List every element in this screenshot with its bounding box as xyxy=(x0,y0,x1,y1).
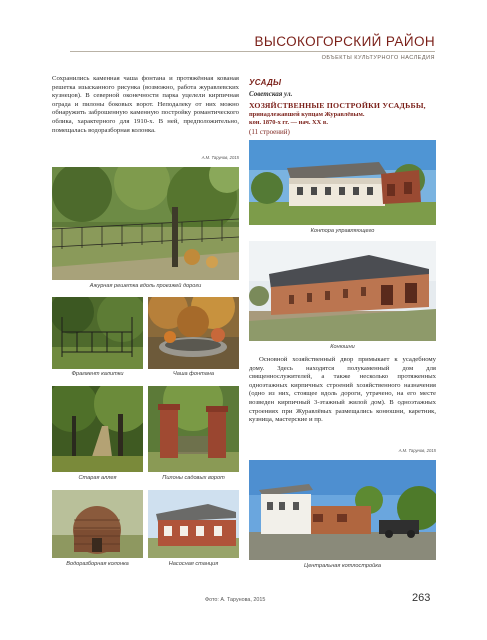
photo-gate-fragment xyxy=(52,297,143,369)
photo-boiler-house xyxy=(249,460,436,560)
caption-boiler-house: Центральная котлостройка xyxy=(304,563,381,569)
yard-paragraph xyxy=(249,356,436,425)
building-count: (11 строений) xyxy=(249,128,290,136)
photo-credit: Фото: А. Тарунова, 2015 xyxy=(205,597,266,603)
photo-pump-station xyxy=(148,490,239,558)
photo-stables xyxy=(249,241,436,341)
section-title: ВЫСОКОГОРСКИЙ РАЙОН xyxy=(254,34,435,49)
caption-gate-pylons: Пилоны садовых ворот xyxy=(162,475,225,481)
photo-fence xyxy=(52,167,239,280)
yard-signature: А.М. Тарунов, 2015 xyxy=(398,448,436,453)
caption-office: Контора управляющего xyxy=(310,228,375,234)
caption-fence: Ажурная решетка вдоль проезжей дороги xyxy=(89,283,202,289)
yard-paragraph-text: Основной хозяйственный двор примыкает к усадебному дому. Здесь находятся полукаменный дом для священнослужителей, а также несколько протяженных одноэтажных кирпичных строений хозяйственного назначения (одно из них, стоящее вдоль дороги, утрачено, на его месте возведен кирпичный 3-этажный жилой дом). В одноэтажных строениях при Журавлёвых размещались конюшни, каретник, кузница, мастерские и пр. xyxy=(249,356,436,424)
caption-fountain-bowl: Чаша фонтана xyxy=(172,371,214,377)
object-title: ХОЗЯЙСТВЕННЫЕ ПОСТРОЙКИ УСАДЬБЫ, xyxy=(249,101,426,110)
photo-office xyxy=(249,140,436,225)
section-subtitle: ОБЪЕКТЫ КУЛЬТУРНОГО НАСЛЕДИЯ xyxy=(321,55,435,61)
intro-paragraph-text: Сохранились каменная чаша фонтана и протяжённая кованая решетка изысканного рисунка (возможно, работа журавлевских кузнецов). В северной оконечности парка уцелели кирпичная ограда и пилоны боковых ворот. Неподалеку от них можно обнаружить заброшенную каменную постройку романтического облика, характерного для 1910-х. В ней, предположительно, помещалась водоразборная колонка. xyxy=(52,75,239,134)
page-number: 263 xyxy=(412,592,431,604)
village-heading: УСАДЫ xyxy=(249,78,282,87)
caption-water-column: Водоразборная колонка xyxy=(66,561,129,567)
caption-pump-station: Насосная станция xyxy=(168,561,219,567)
photo-fountain-bowl xyxy=(148,297,239,369)
caption-old-alley: Старая аллея xyxy=(78,475,117,481)
owner-line-1: принадлежавшей купцам Журавлёвым. xyxy=(249,111,365,118)
photo-water-column xyxy=(52,490,143,558)
header-divider xyxy=(70,51,435,52)
street-label: Советская ул. xyxy=(249,90,293,98)
date-line: кон. 1870-х гг. — нач. XX в. xyxy=(249,119,328,126)
intro-signature: А.М. Тарунов, 2015 xyxy=(201,155,239,160)
photo-gate-pylons xyxy=(148,386,239,472)
caption-stables: Конюшни xyxy=(330,344,355,350)
caption-gate-fragment: Фрагмент калитки xyxy=(71,371,124,377)
intro-paragraph xyxy=(52,75,239,135)
photo-old-alley xyxy=(52,386,143,472)
